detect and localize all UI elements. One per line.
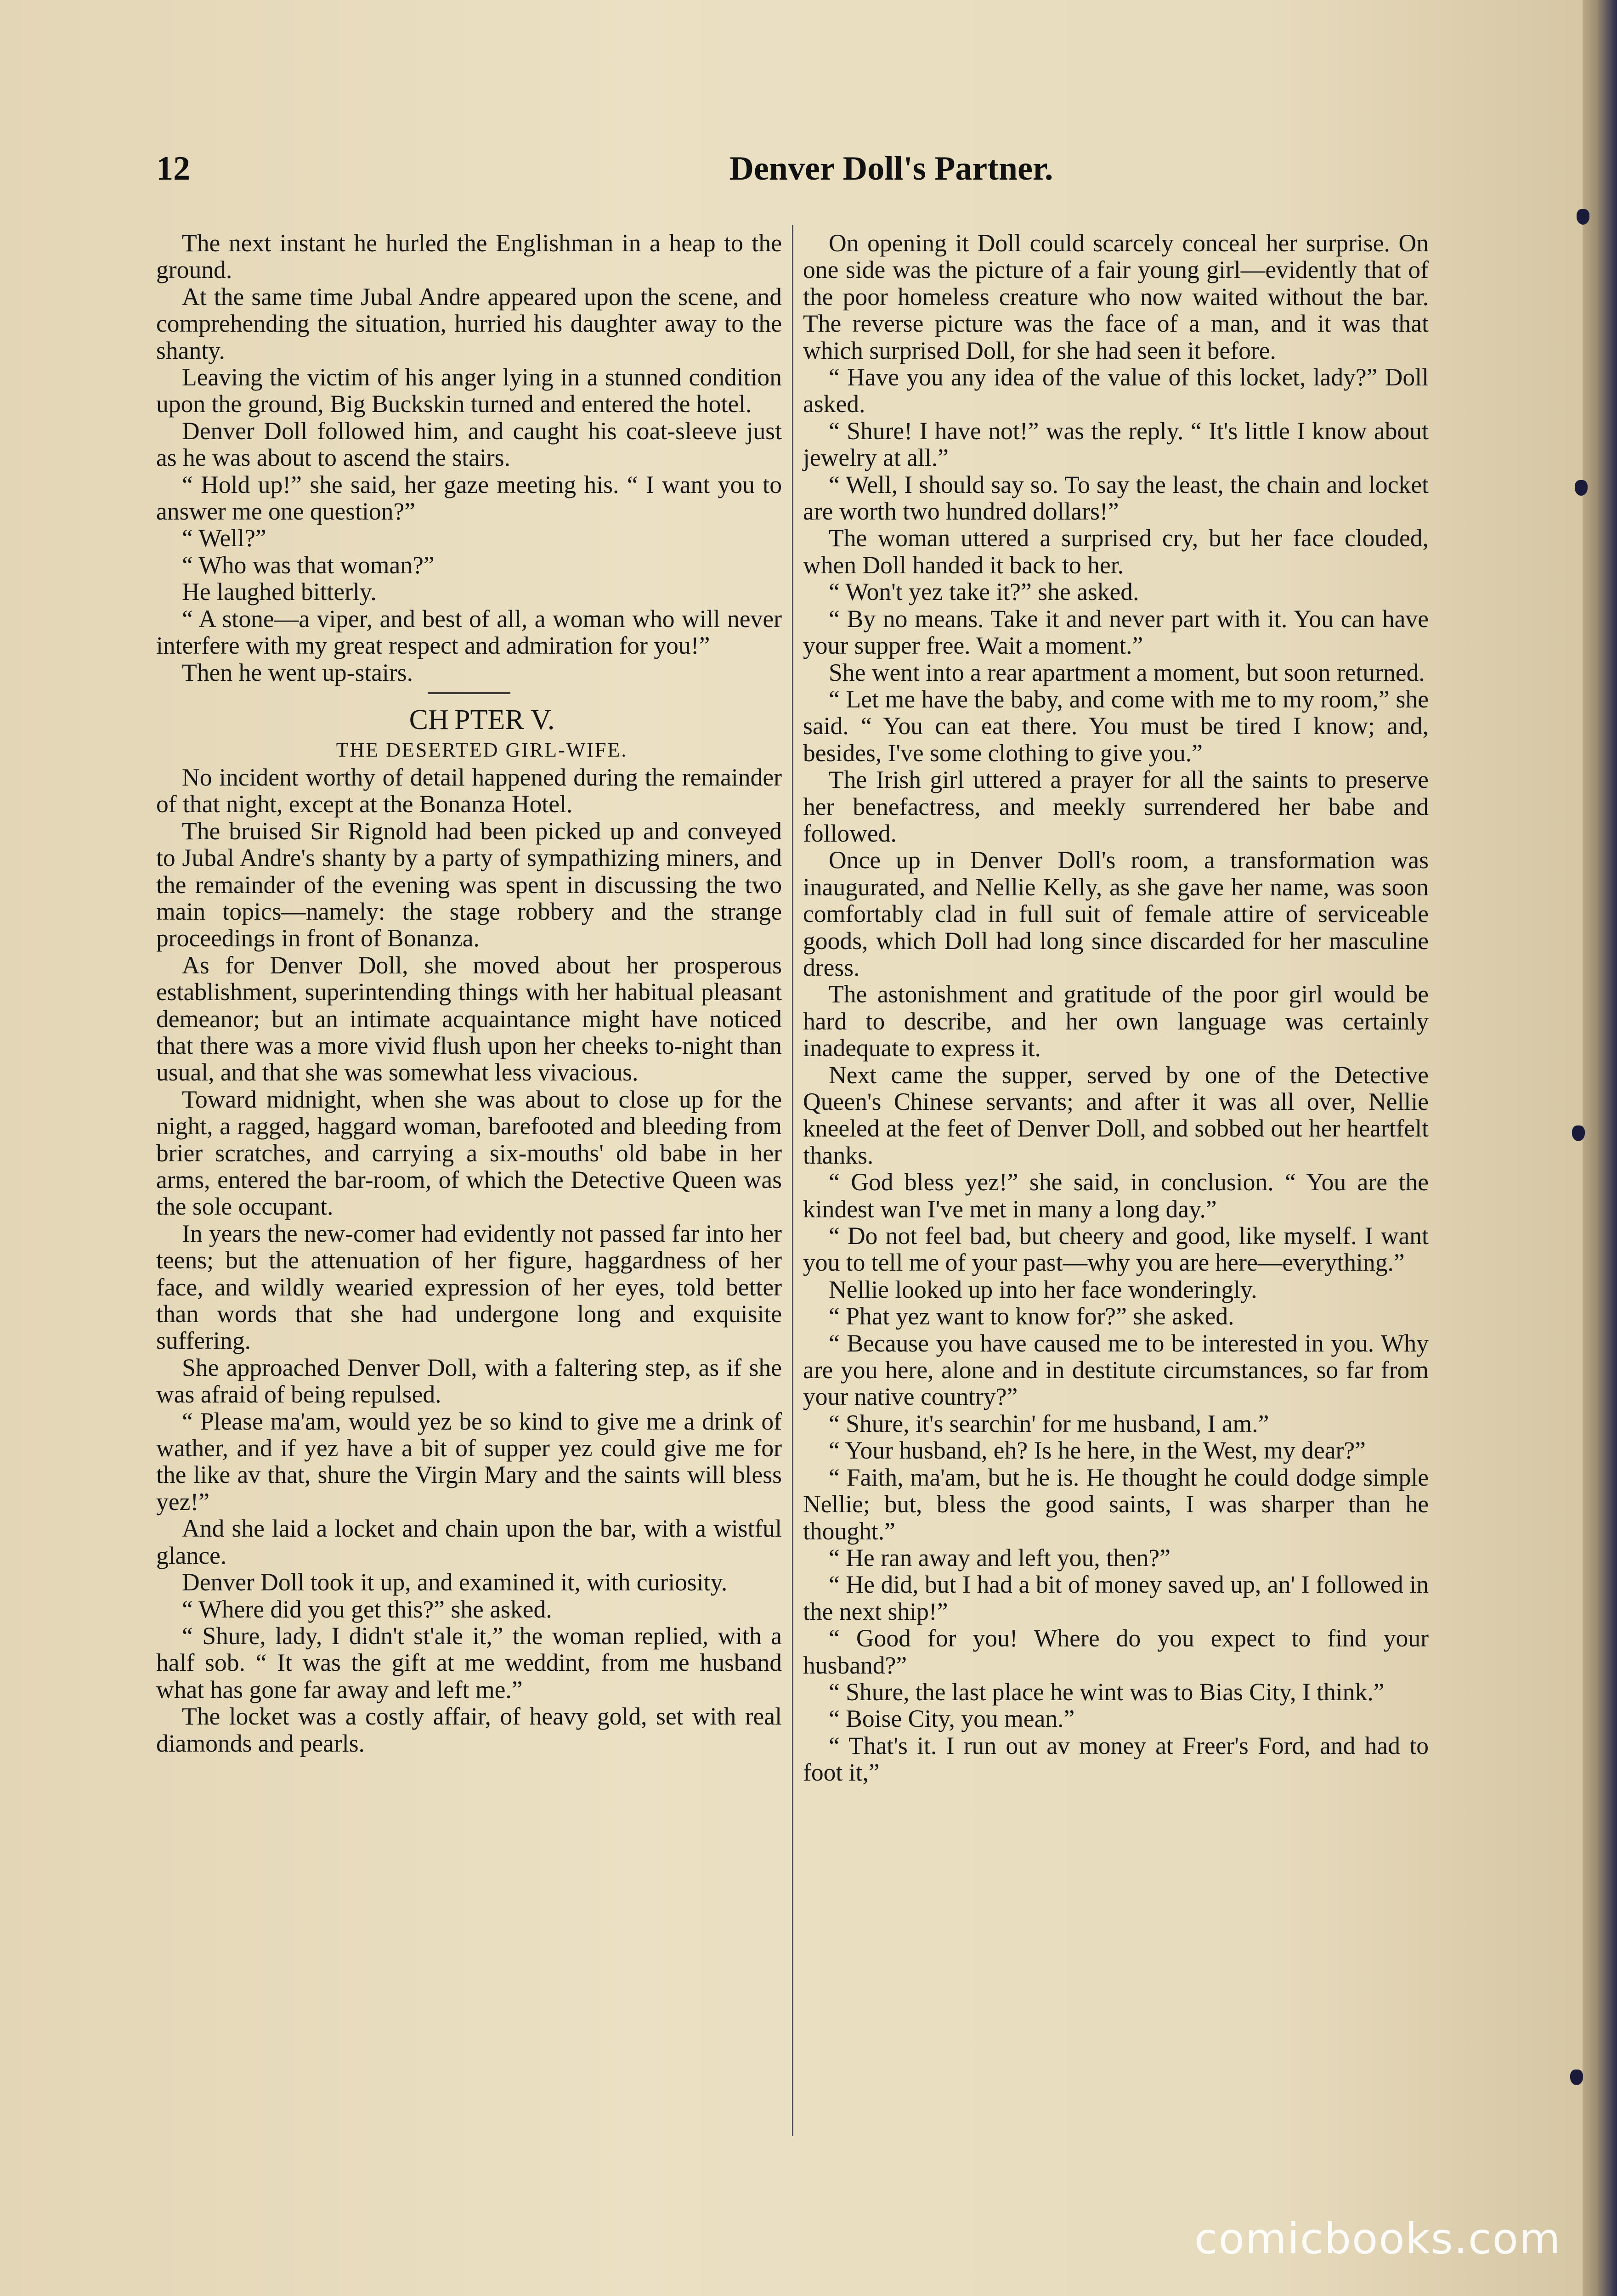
paragraph: “ God bless yez!” she said, in conclusion. “ You are the kindest wan I've met in many a long day.” — [803, 1168, 1429, 1223]
paragraph: Next came the supper, served by one of the Detective Queen's Chinese servants; and after it was all over, Nellie kneeled at the feet of Denver Doll, and sobbed out her heartfelt thanks. — [803, 1061, 1429, 1169]
paragraph: The astonishment and gratitude of the poor girl would be hard to describe, and her own language was certainly inadequate to express it. — [803, 980, 1429, 1062]
binding-edge — [1583, 0, 1617, 2296]
paragraph: Then he went up-stairs. — [182, 658, 413, 686]
section-divider-rule — [428, 692, 510, 694]
paragraph: “ He ran away and left you, then?” — [829, 1544, 1171, 1572]
page-header — [156, 149, 1475, 200]
paragraph: “ Do not feel bad, but cheery and good, like myself. I want you to tell me of your past—why you are here—everything.” — [803, 1222, 1429, 1277]
left-column — [156, 230, 782, 1757]
chapter-heading: CH PTER V. — [409, 704, 555, 735]
paragraph: Leaving the victim of his anger lying in a stunned condition upon the ground, Big Buckskin turned and entered the hotel. — [156, 363, 782, 418]
paragraph: She went into a rear apartment a moment, but soon returned. — [829, 658, 1425, 686]
paragraph: He laughed bitterly. — [182, 578, 377, 606]
paragraph: Denver Doll took it up, and examined it, with curiosity. — [182, 1568, 728, 1596]
paragraph: The next instant he hurled the Englishman in a heap to the ground. — [156, 229, 782, 284]
paragraph: The locket was a costly affair, of heavy gold, set with real diamonds and pearls. — [156, 1702, 782, 1757]
running-title: Denver Doll's Partner. — [729, 150, 1053, 187]
paragraph: “ Hold up!” she said, her gaze meeting his. “ I want you to answer me one question?” — [156, 470, 782, 526]
paragraph: “ Faith, ma'am, but he is. He thought he could dodge simple Nellie; but, bless the good saints, I was sharper than he thought.” — [803, 1463, 1429, 1545]
paragraph: As for Denver Doll, she moved about her prosperous establishment, superintending things with her habitual pleasant demeanor; but an intimate acquaintance might have noticed that there was a more vivid flush upon her cheeks to-night than usual, and that she was somewhat less vivacious. — [156, 951, 782, 1086]
paragraph: On opening it Doll could scarcely conceal her surprise. On one side was the picture of a fair young girl—evidently that of the poor homeless creature who now waited without the bar. The reverse picture was the face of a man, and it was that which surprised Doll, for she had seen it before. — [803, 229, 1429, 364]
paragraph: “ Well, I should say so. To say the least, the chain and locket are worth two hundred dollars!” — [803, 470, 1429, 526]
paragraph: “ That's it. I run out av money at Freer's Ford, and had to foot it,” — [803, 1731, 1429, 1787]
paragraph: The woman uttered a surprised cry, but her face clouded, when Doll handed it back to her. — [803, 524, 1429, 579]
paragraph: She approached Denver Doll, with a faltering step, as if she was afraid of being repulsed. — [156, 1353, 782, 1408]
binding-hole-mark — [1572, 1125, 1585, 1141]
page-number: 12 — [156, 150, 190, 187]
paragraph: In years the new-comer had evidently not passed far into her teens; but the attenuation of her figure, haggardness of her face, and wildly wearied expression of her eyes, told better than words that she had undergone long and exquisite suffering. — [156, 1219, 782, 1355]
paragraph: Toward midnight, when she was about to close up for the night, a ragged, haggard woman, barefooted and bleeding from brier scratches, and carrying a six-mouths' old babe in her arms, entered the bar-room, of which the Detective Queen was the sole occupant. — [156, 1085, 782, 1221]
column-divider — [792, 225, 793, 2136]
paragraph: “ Who was that woman?” — [182, 551, 435, 579]
right-column — [803, 230, 1429, 1786]
paragraph: “ Have you any idea of the value of this locket, lady?” Doll asked. — [803, 363, 1429, 418]
paragraph: And she laid a locket and chain upon the bar, with a wistful glance. — [156, 1515, 782, 1569]
paragraph: “ By no means. Take it and never part with it. You can have your supper free. Wait a moment.” — [803, 605, 1429, 660]
paragraph: “ Because you have caused me to be interested in you. Why are you here, alone and in destitute circumstances, so far from your native country?” — [803, 1329, 1429, 1411]
paragraph: “ Shure! I have not!” was the reply. “ It's little I know about jewelry at all.” — [803, 417, 1429, 472]
paragraph: “ Let me have the baby, and come with me to my room,” she said. “ You can eat there. You must be tired I know; and, besides, I've some clothing to give you.” — [803, 685, 1429, 767]
paragraph: “ Won't yez take it?” she asked. — [829, 578, 1139, 606]
paragraph: “ He did, but I had a bit of money saved up, an' I followed in the next ship!” — [803, 1571, 1429, 1625]
paragraph: “ Shure, lady, I didn't st'ale it,” the woman replied, with a half sob. “ It was the gift at me weddint, from me husband what has gone far away and left me.” — [156, 1622, 782, 1703]
binding-hole-mark — [1575, 480, 1588, 496]
paragraph: At the same time Jubal Andre appeared upon the scene, and comprehending the situation, hurried his daughter away to the shanty. — [156, 283, 782, 364]
paragraph: The Irish girl uttered a prayer for all the saints to preserve her benefactress, and meekly surrendered her babe and followed. — [803, 766, 1429, 847]
paragraph: “ Phat yez want to know for?” she asked. — [829, 1302, 1234, 1330]
chapter-subtitle: THE DESERTED GIRL-WIFE. — [336, 738, 628, 761]
binding-hole-mark — [1577, 209, 1589, 225]
paragraph: “ Your husband, eh? Is he here, in the West, my dear?” — [829, 1436, 1366, 1465]
watermark: comicbooks.com — [1194, 2214, 1561, 2263]
paragraph: The bruised Sir Rignold had been picked up and conveyed to Jubal Andre's shanty by a party of sympathizing miners, and the remainder of the evening was spent in discussing the two main topics—namely: the stage robbery and the strange proceedings in front of Bonanza. — [156, 817, 782, 952]
paragraph: “ Where did you get this?” she asked. — [182, 1595, 552, 1623]
paragraph: No incident worthy of detail happened during the remainder of that night, except at the Bonanza Hotel. — [156, 763, 782, 818]
paragraph: “ Boise City, you mean.” — [829, 1705, 1075, 1733]
paragraph: “ A stone—a viper, and best of all, a woman who will never interfere with my great respect and admiration for you!” — [156, 605, 782, 660]
paragraph: Once up in Denver Doll's room, a transformation was inaugurated, and Nellie Kelly, as she gave her name, was soon comfortably clad in full suit of female attire of serviceable goods, which Doll had long since discarded for her masculine dress. — [803, 846, 1429, 981]
binding-hole-mark — [1570, 2070, 1583, 2085]
paragraph: Nellie looked up into her face wonderingly. — [829, 1275, 1257, 1303]
paragraph: “ Shure, the last place he wint was to Bias City, I think.” — [829, 1678, 1385, 1706]
paragraph: “ Good for you! Where do you expect to find your husband?” — [803, 1624, 1429, 1679]
paragraph: “ Shure, it's searchin' for me husband, I am.” — [829, 1409, 1269, 1437]
paragraph: “ Please ma'am, would yez be so kind to give me a drink of wather, and if yez have a bit of supper yez could give me for the like av that, shure the Virgin Mary and the saints will bless yez!” — [156, 1407, 782, 1516]
paragraph: Denver Doll followed him, and caught his coat-sleeve just as he was about to ascend the stairs. — [156, 417, 782, 472]
paragraph: “ Well?” — [182, 524, 266, 552]
